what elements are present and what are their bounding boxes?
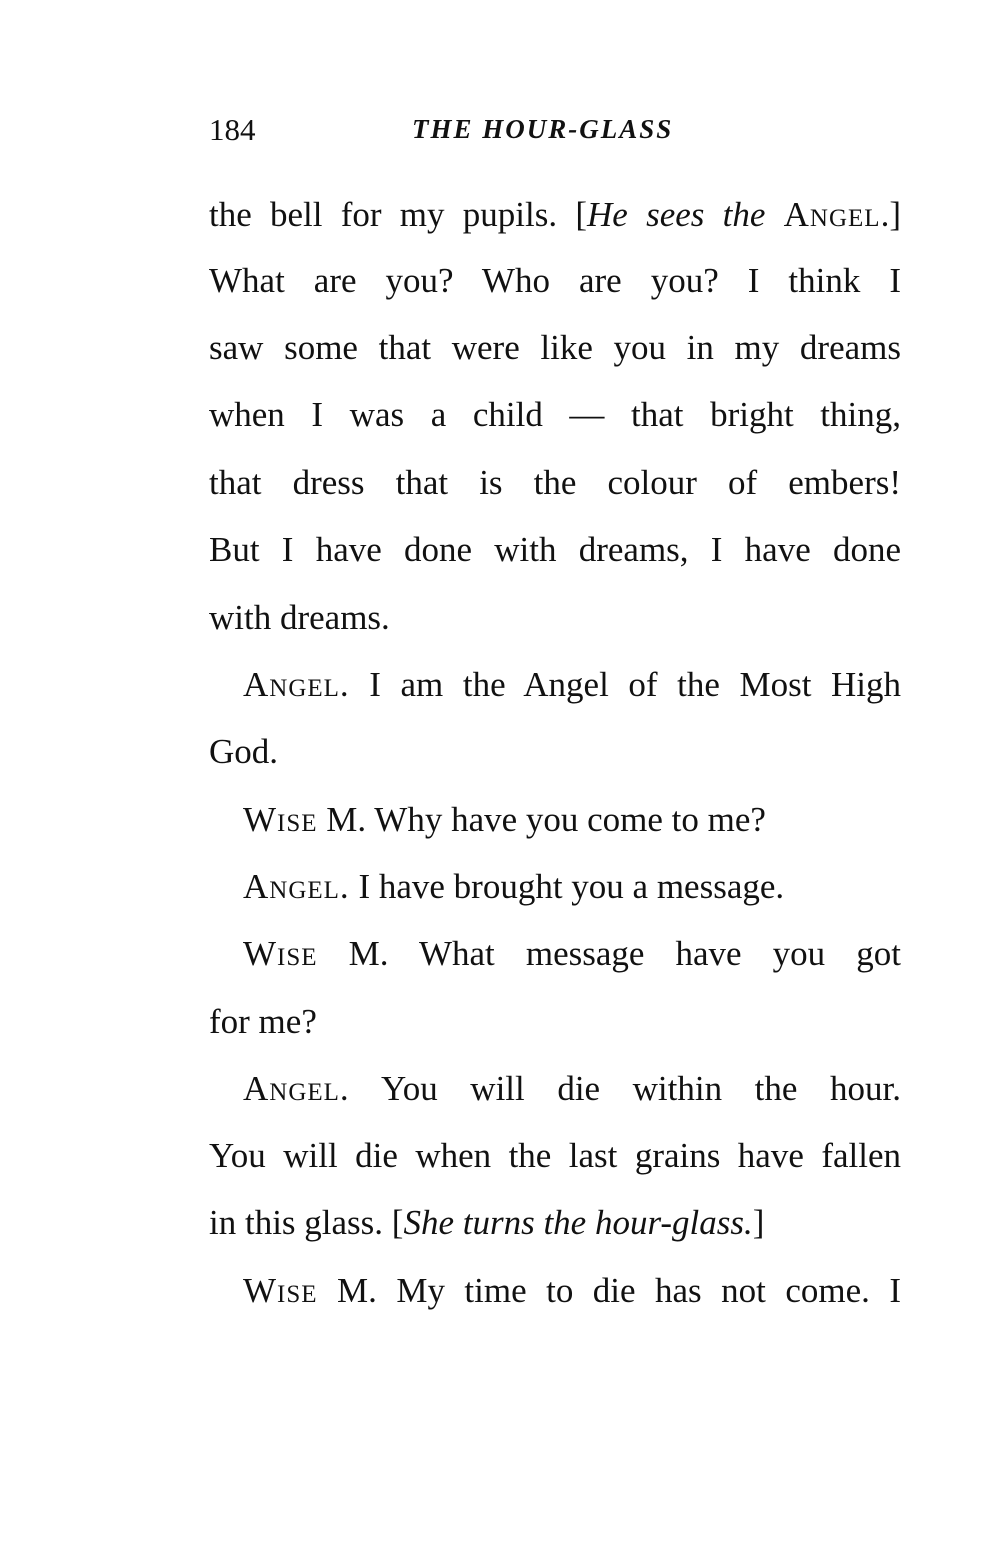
text-line: God. — [209, 732, 279, 771]
page-number: 184 — [209, 112, 256, 147]
text-span — [765, 195, 783, 234]
stage-direction: She turns the hour-glass. — [403, 1203, 753, 1242]
dialogue-line — [243, 929, 901, 979]
dialogue-line — [243, 1266, 901, 1316]
speech-text: M. Why have you come to me? — [317, 800, 766, 839]
speaker-name: Angel. — [243, 867, 350, 906]
text-span: ] — [752, 1203, 765, 1242]
running-title: THE HOUR-GLASS — [412, 114, 674, 144]
speech-text: M. My time to die has not come. I — [317, 1271, 901, 1310]
dialogue-line — [243, 795, 901, 845]
speaker-name: Wise — [243, 1271, 318, 1310]
text-line: that dress that is the colour of embers! — [209, 463, 901, 502]
text-line: with dreams. — [209, 598, 390, 637]
page-header — [209, 112, 901, 156]
speaker-name: Angel. — [243, 665, 350, 704]
speech-text: M. What message have you got — [317, 934, 901, 973]
text-line: But I have done with dreams, I have done — [209, 530, 901, 569]
speech-text: You will die within the hour. — [349, 1069, 901, 1108]
dialogue-line — [243, 862, 901, 912]
text-span: the bell for my pupils. [ — [209, 195, 588, 234]
text-line: for me? — [209, 1002, 317, 1041]
text-span: .] — [880, 195, 901, 234]
speaker-name: Wise — [243, 934, 318, 973]
stage-direction: He sees the — [587, 195, 766, 234]
speaker-name: Angel — [783, 195, 881, 234]
dialogue-line — [243, 660, 901, 710]
text-span: in this glass. [ — [209, 1203, 404, 1242]
speaker-name: Angel. — [243, 1069, 350, 1108]
text-line: You will die when the last grains have fallen — [209, 1136, 901, 1175]
text-line: saw some that were like you in my dreams — [209, 328, 901, 367]
speech-text: I have brought you a message. — [349, 867, 785, 906]
dialogue-line — [243, 1064, 901, 1114]
text-line: What are you? Who are you? I think I — [209, 261, 901, 300]
speech-text: I am the Angel of the Most High — [349, 665, 901, 704]
text-line — [209, 1198, 901, 1248]
text-line — [209, 190, 901, 240]
speaker-name: Wise — [243, 800, 318, 839]
text-line: when I was a child — that bright thing, — [209, 395, 901, 434]
